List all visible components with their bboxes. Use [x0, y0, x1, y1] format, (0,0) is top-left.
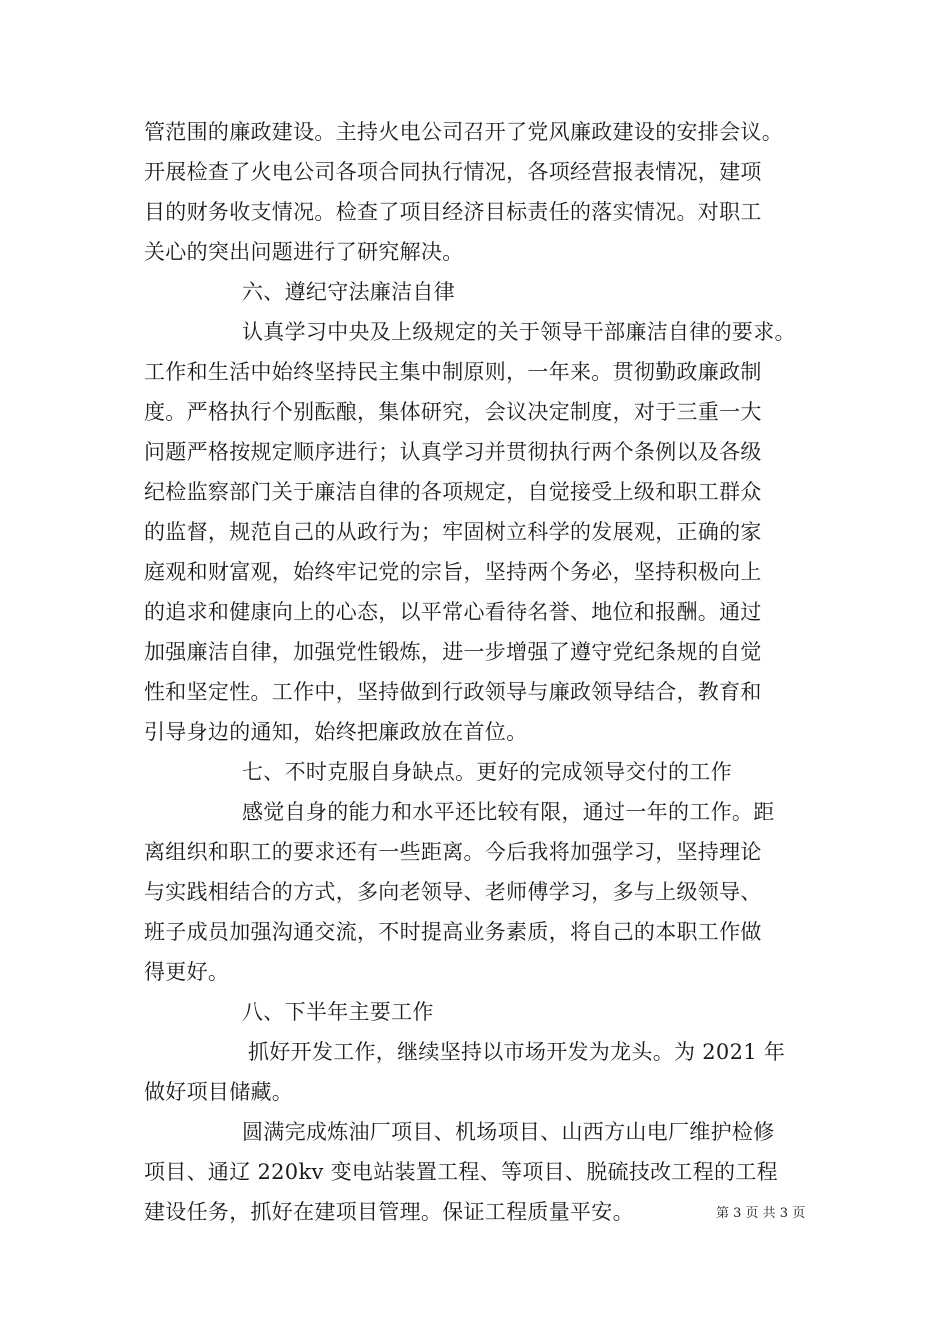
text-line: 管范围的廉政建设。主持火电公司召开了党风廉政建设的安排会议。: [144, 120, 783, 144]
paragraph-first-line: 感觉自身的能力和水平还比较有限，通过一年的工作。距: [242, 800, 775, 824]
text-line: 引导身边的通知，始终把廉政放在首位。: [144, 720, 528, 744]
text-line: 度。严格执行个别酝酿，集体研究，会议决定制度，对于三重一大: [144, 400, 762, 424]
text-line: 项目、通辽 220kv 变电站装置工程、等项目、脱硫技改工程的工程: [144, 1160, 778, 1184]
text-line: 纪检监察部门关于廉洁自律的各项规定，自觉接受上级和职工群众: [144, 480, 762, 504]
text-line: 得更好。: [144, 960, 230, 984]
section-heading: 七、不时克服自身缺点。更好的完成领导交付的工作: [242, 760, 732, 784]
text-line: 关心的突出问题进行了研究解决。: [144, 240, 464, 264]
text-line: 做好项目储藏。: [144, 1080, 294, 1104]
text-line: 庭观和财富观，始终牢记党的宗旨，坚持两个务必，坚持积极向上: [144, 560, 762, 584]
text-line: 班子成员加强沟通交流，不时提高业务素质，将自己的本职工作做: [144, 920, 762, 944]
text-line: 的监督，规范自己的从政行为；牢固树立科学的发展观，正确的家: [144, 520, 762, 544]
text-line: 开展检查了火电公司各项合同执行情况，各项经营报表情况，建项: [144, 160, 762, 184]
paragraph-first-line: 圆满完成炼油厂项目、机场项目、山西方山电厂维护检修: [242, 1120, 775, 1144]
text-line: 加强廉洁自律，加强党性锻炼，进一步增强了遵守党纪条规的自觉: [144, 640, 762, 664]
text-line: 性和坚定性。工作中，坚持做到行政领导与廉政领导结合，教育和: [144, 680, 762, 704]
text-line: 建设任务，抓好在建项目管理。保证工程质量平安。: [144, 1200, 634, 1224]
text-line: 工作和生活中始终坚持民主集中制原则，一年来。贯彻勤政廉政制: [144, 360, 762, 384]
document-body: [144, 112, 814, 1232]
page-number: 第 3 页 共 3 页: [716, 1206, 806, 1221]
text-line: 问题严格按规定顺序进行；认真学习并贯彻执行两个条例以及各级: [144, 440, 762, 464]
section-heading: 八、下半年主要工作: [242, 1000, 434, 1024]
paragraph-first-line: 抓好开发工作，继续坚持以市场开发为龙头。为 2021 年: [248, 1040, 786, 1064]
text-line: 目的财务收支情况。检查了项目经济目标责任的落实情况。对职工: [144, 200, 762, 224]
text-line: 的追求和健康向上的心态，以平常心看待名誉、地位和报酬。通过: [144, 600, 762, 624]
text-line: 与实践相结合的方式，多向老领导、老师傅学习，多与上级领导、: [144, 880, 762, 904]
text-line: 离组织和职工的要求还有一些距离。今后我将加强学习，坚持理论: [144, 840, 762, 864]
section-heading: 六、遵纪守法廉洁自律: [242, 280, 455, 304]
paragraph-first-line: 认真学习中央及上级规定的关于领导干部廉洁自律的要求。: [242, 320, 796, 344]
